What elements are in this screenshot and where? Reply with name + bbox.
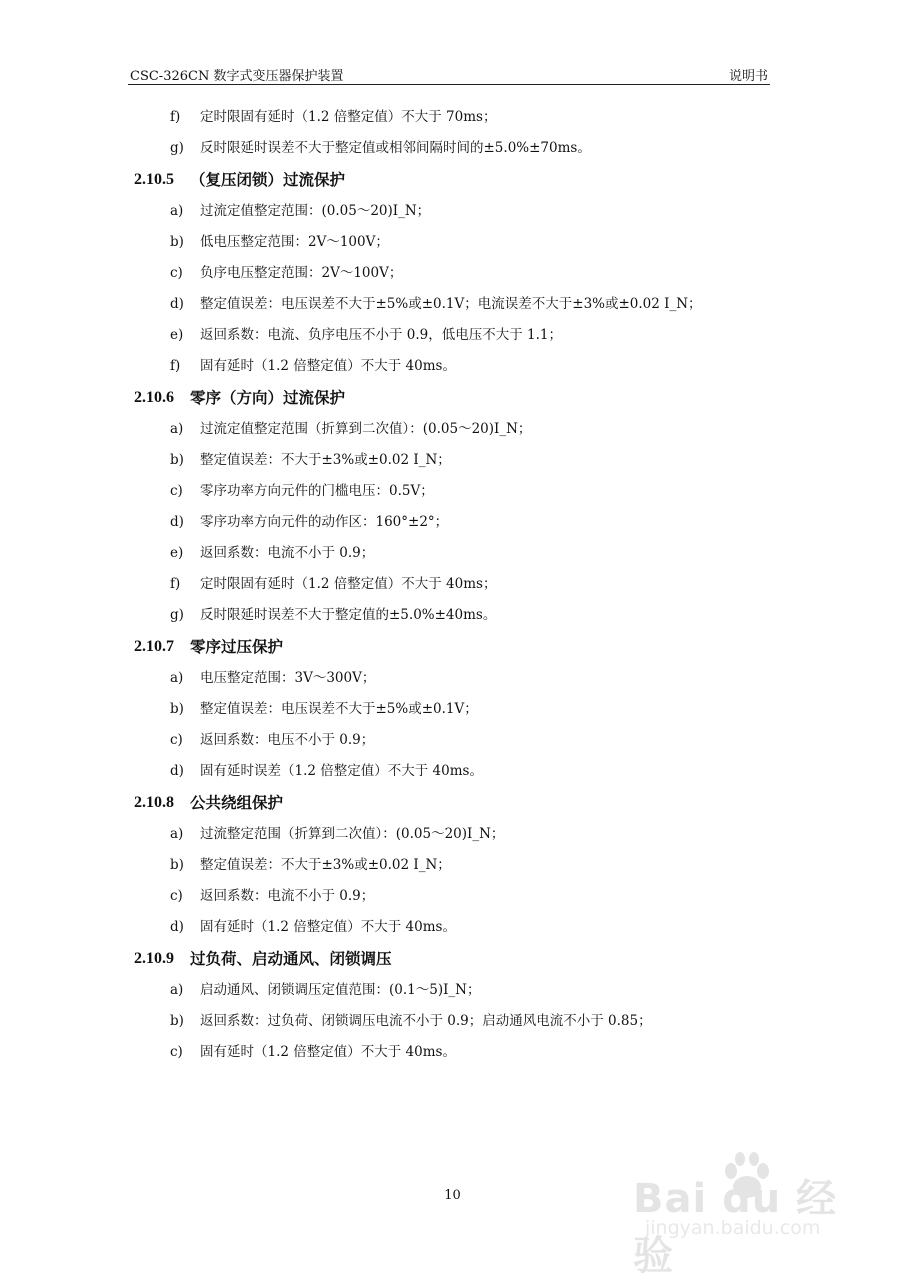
list-item-marker: c) [170, 1044, 183, 1060]
section-heading [0, 948, 905, 980]
list-item-text: 返回系数：电压不小于 0.9； [200, 732, 375, 748]
list-item [0, 543, 905, 574]
list-item [0, 730, 905, 761]
list-item-marker: g) [170, 140, 184, 156]
section-number: 2.10.6 [134, 389, 174, 406]
list-item [0, 263, 905, 294]
section-title: 零序过压保护 [190, 638, 284, 656]
list-item [0, 1042, 905, 1073]
list-item-text: 低电压整定范围：2V～100V； [200, 234, 389, 250]
list-item-text: 固有延时（1.2 倍整定值）不大于 40ms。 [200, 919, 456, 935]
list-item-marker: d) [170, 763, 184, 779]
list-item-marker: b) [170, 857, 184, 873]
list-item [0, 668, 905, 699]
list-item [0, 232, 905, 263]
list-item [0, 356, 905, 387]
list-item [0, 886, 905, 917]
section-heading [0, 387, 905, 419]
watermark [633, 1147, 863, 1279]
list-item-text: 启动通风、闭锁调压定值范围：(0.1～5)I_N； [200, 982, 481, 998]
list-item [0, 917, 905, 948]
list-item [0, 201, 905, 232]
section-number: 2.10.7 [134, 638, 174, 655]
list-item-text: 负序电压整定范围：2V～100V； [200, 265, 403, 281]
list-item-text: 返回系数：电流不小于 0.9； [200, 888, 375, 904]
list-item-text: 定时限固有延时（1.2 倍整定值）不大于 70ms； [200, 109, 497, 125]
list-item-marker: g) [170, 607, 184, 623]
list-item-marker: b) [170, 1013, 184, 1029]
list-item [0, 699, 905, 730]
page-number: 10 [444, 1188, 461, 1203]
list-item-text: 返回系数：过负荷、闭锁调压电流不小于 0.9；启动通风电流不小于 0.85； [200, 1013, 652, 1029]
list-item-text: 固有延时（1.2 倍整定值）不大于 40ms。 [200, 358, 456, 374]
list-item-marker: d) [170, 919, 184, 935]
list-item-marker: d) [170, 296, 184, 312]
list-item [0, 761, 905, 792]
section-heading [0, 792, 905, 824]
list-item [0, 450, 905, 481]
section-title: 公共绕组保护 [190, 794, 284, 812]
list-item-text: 固有延时（1.2 倍整定值）不大于 40ms。 [200, 1044, 456, 1060]
list-item-marker: c) [170, 732, 183, 748]
list-item-marker: d) [170, 514, 184, 530]
list-item-text: 过流定值整定范围（折算到二次值）：(0.05～20)I_N； [200, 421, 532, 437]
list-item-marker: a) [170, 670, 184, 686]
list-item [0, 574, 905, 605]
list-item-marker: f) [170, 358, 181, 374]
list-item [0, 419, 905, 450]
list-item [0, 605, 905, 636]
list-item-marker: f) [170, 109, 181, 125]
list-item-text: 反时限延时误差不大于整定值或相邻间隔时间的±5.0%±70ms。 [200, 140, 591, 156]
header-doc-type: 说明书 [728, 69, 768, 84]
document-body [0, 107, 905, 1073]
list-item-marker: a) [170, 421, 184, 437]
list-item-text: 整定值误差：电压误差不大于±5%或±0.1V；电流误差不大于±3%或±0.02 I_N； [200, 296, 702, 312]
list-item-marker: b) [170, 234, 184, 250]
list-item-marker: a) [170, 203, 184, 219]
section-number: 2.10.8 [134, 794, 174, 811]
list-item-text: 返回系数：电流、负序电压不小于 0.9，低电压不大于 1.1； [200, 327, 563, 343]
list-item [0, 824, 905, 855]
section-number: 2.10.5 [134, 171, 174, 188]
list-item-text: 固有延时误差（1.2 倍整定值）不大于 40ms。 [200, 763, 483, 779]
list-item-text: 零序功率方向元件的门槛电压：0.5V； [200, 483, 434, 499]
section-title: 零序（方向）过流保护 [190, 389, 346, 407]
list-item-text: 过流整定范围（折算到二次值）：(0.05～20)I_N； [200, 826, 505, 842]
list-item [0, 294, 905, 325]
list-item-text: 电压整定范围：3V～300V； [200, 670, 376, 686]
list-item-marker: b) [170, 452, 184, 468]
list-item-marker: e) [170, 327, 184, 343]
list-item-text: 整定值误差：电压误差不大于±5%或±0.1V； [200, 701, 478, 717]
section-title: （复压闭锁）过流保护 [190, 171, 346, 189]
page-header [128, 62, 770, 85]
watermark-url: jingyan.baidu.com [645, 1217, 821, 1239]
list-item [0, 107, 905, 138]
list-item-text: 整定值误差：不大于±3%或±0.02 I_N； [200, 452, 451, 468]
list-item [0, 138, 905, 169]
list-item-text: 零序功率方向元件的动作区：160°±2°； [200, 514, 449, 530]
list-item-text: 反时限延时误差不大于整定值的±5.0%±40ms。 [200, 607, 497, 623]
list-item-text: 整定值误差：不大于±3%或±0.02 I_N； [200, 857, 451, 873]
list-item-marker: c) [170, 888, 183, 904]
list-item-text: 过流定值整定范围：(0.05～20)I_N； [200, 203, 431, 219]
section-number: 2.10.9 [134, 950, 174, 967]
list-item [0, 325, 905, 356]
list-item-marker: a) [170, 982, 184, 998]
list-item [0, 980, 905, 1011]
list-item [0, 512, 905, 543]
list-item-marker: c) [170, 265, 183, 281]
list-item-marker: b) [170, 701, 184, 717]
section-heading [0, 169, 905, 201]
list-item-marker: f) [170, 576, 181, 592]
list-item-marker: e) [170, 545, 184, 561]
section-heading [0, 636, 905, 668]
header-title: CSC-326CN 数字式变压器保护装置 [130, 69, 344, 84]
list-item [0, 481, 905, 512]
list-item-text: 返回系数：电流不小于 0.9； [200, 545, 375, 561]
section-title: 过负荷、启动通风、闭锁调压 [190, 950, 392, 968]
list-item-marker: c) [170, 483, 183, 499]
list-item [0, 1011, 905, 1042]
list-item-text: 定时限固有延时（1.2 倍整定值）不大于 40ms； [200, 576, 497, 592]
watermark-brand: Bai du 经验 [633, 1176, 838, 1279]
list-item [0, 855, 905, 886]
list-item-marker: a) [170, 826, 184, 842]
